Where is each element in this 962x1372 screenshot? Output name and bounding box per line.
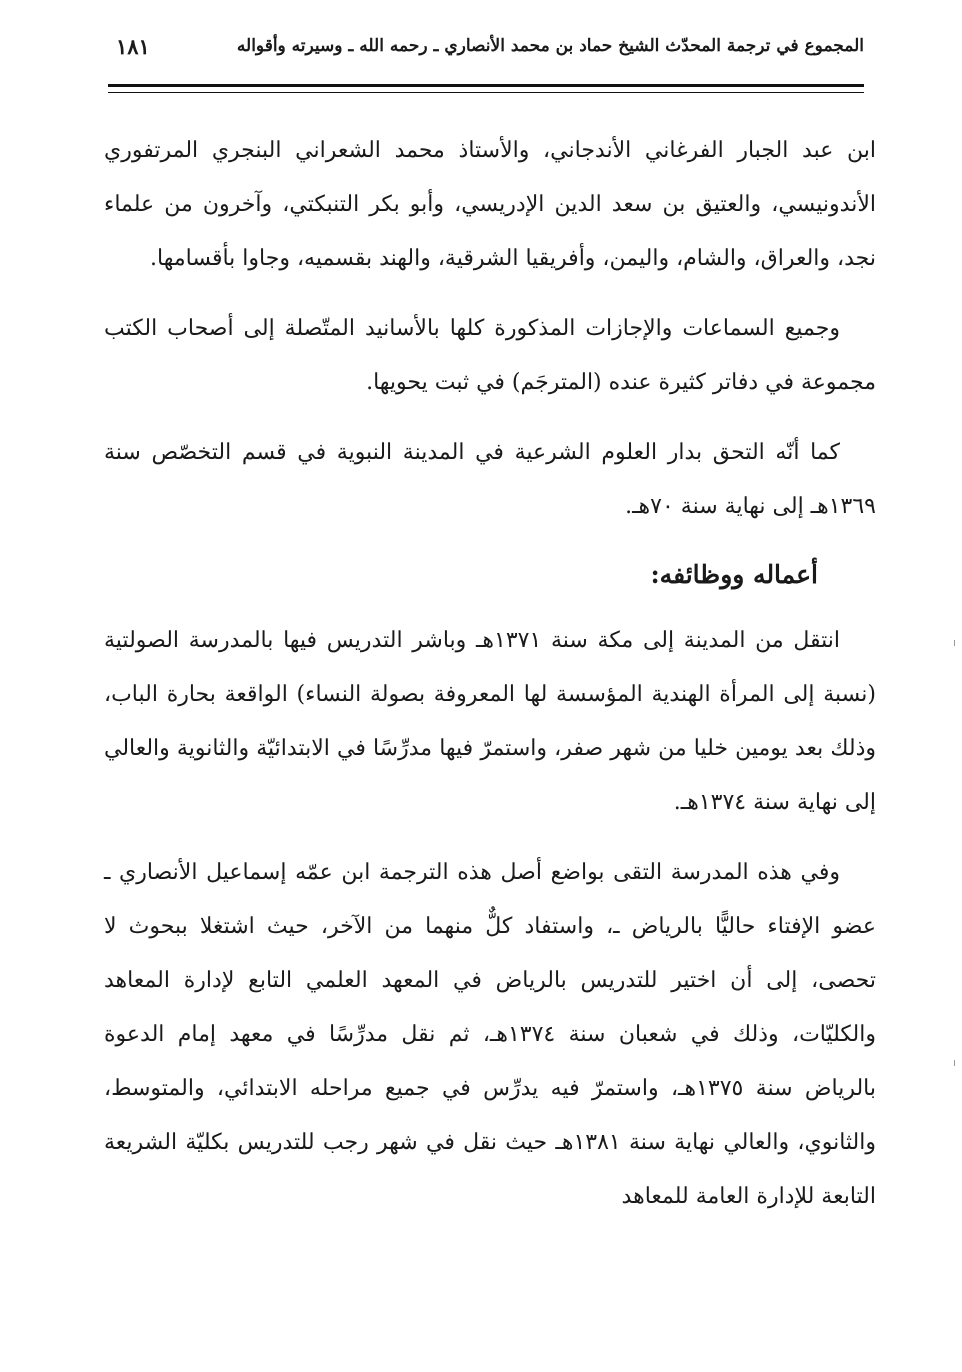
paragraph: وجميع السماعات والإجازات المذكورة كلها بالأسانيد المتّصلة إلى أصحاب الكتب مجموعة في دفاتر كثيرة عنده (المترجَم) في ثبت يحويها. [104,316,876,395]
paragraph: كما أنّه التحق بدار العلوم الشرعية في المدينة النبوية في قسم التخصّص سنة ١٣٦٩هـ إلى نهاية سنة ٧٠هـ. [104,440,876,519]
paragraph: انتقل من المدينة إلى مكة سنة ١٣٧١هـ وباشر التدريس فيها بالمدرسة الصولتية (نسبة إلى المرأة الهندية المؤسسة لها المعروفة بصولة النساء) الواقعة بحارة الباب، وذلك بعد يومين خليا من شهر صفر، واستمرّ فيها مدرِّسًا في الابتدائيّة والثانوية والعالي إلى نهاية سنة ١٣٧٤هـ. [104,628,876,815]
header-rule-thick [108,84,864,87]
scan-margin-mark [954,640,955,646]
running-title: المجموع في ترجمة المحدّث الشيخ حماد بن محمد الأنصاري ـ رحمه الله ـ وسيرته وأقواله [236,36,864,56]
body-text [104,124,876,1240]
scan-margin-mark [954,1060,955,1066]
page-header [108,30,864,70]
paragraph: ابن عبد الجبار الفرغاني الأندجاني، والأستاذ محمد الشعراني البنجري المرتفوري الأندونيسي، والعتيق بن سعد الدين الإدريسي، وأبو بكر التنبكتي، وآخرون من علماء نجد، والعراق، والشام، واليمن، وأفريقيا الشرقية، والهند بقسميه، وجاوا بأقسامها. [104,138,876,271]
page-number: ١٨١ [116,34,150,59]
header-rule-thin [108,92,864,93]
section-heading: أعماله ووظائفه: [650,560,818,589]
paragraph: وفي هذه المدرسة التقى بواضع أصل هذه الترجمة ابن عمّه إسماعيل الأنصاري ـ عضو الإفتاء حاليًّا بالرياض ـ، واستفاد كلٌّ منهما من الآخر، حيث اشتغلا ببحوث لا تحصى، إلى أن اختير للتدريس بالرياض في المعهد العلمي التابع لإدارة المعاهد والكليّات، وذلك في شعبان سنة ١٣٧٤هـ، ثم نقل مدرِّسًا في معهد إمام الدعوة بالرياض سنة ١٣٧٥هـ، واستمرّ فيه يدرِّس في جميع مراحله الابتدائي، والمتوسط، والثانوي، والعالي نهاية سنة ١٣٨١هـ حيث نقل في شهر رجب للتدريس بكليّة الشريعة التابعة للإدارة العامة للمعاهد [104,860,877,1209]
